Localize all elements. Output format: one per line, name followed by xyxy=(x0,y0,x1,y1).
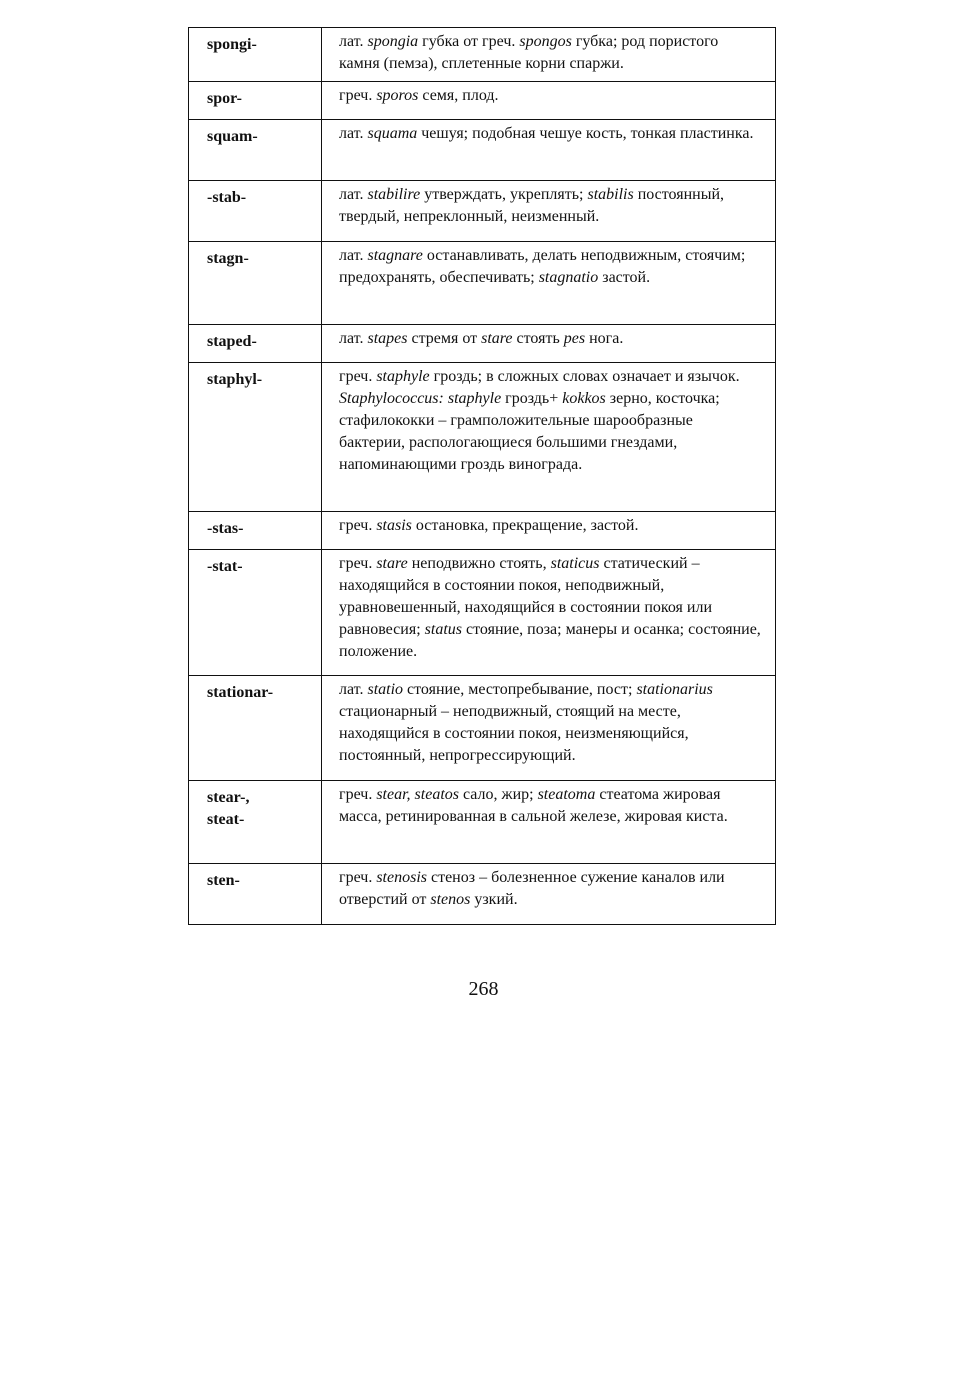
term-text: spor- xyxy=(207,90,242,107)
entry-term xyxy=(189,120,322,181)
latin-word: spongos xyxy=(519,33,572,50)
entry-definition xyxy=(322,864,776,925)
definition-text: лат. xyxy=(339,186,368,203)
term-text: stagn- xyxy=(207,250,249,267)
definition-text: лат. xyxy=(339,330,368,347)
definition-text: зерно, косточка; стафилококки – грамположительные шарообразные бактерии, распологающиеся большими гнездами, напоминающими гроздь винограда. xyxy=(339,390,720,473)
definition-text: чешуя; подобная чешуе кость, тонкая пластинка. xyxy=(417,125,754,142)
definition-text: губка от греч. xyxy=(418,33,520,50)
definition-text: греч. xyxy=(339,555,377,572)
table-row xyxy=(189,781,776,864)
entry-definition xyxy=(322,242,776,325)
term-text: -stab- xyxy=(207,189,247,206)
definition-text: стоять xyxy=(512,330,564,347)
definition-text: останавливать, делать неподвижным, стоячим; предохранять, обеспечивать; xyxy=(339,247,746,286)
table-row xyxy=(189,512,776,550)
definition-text: лат. xyxy=(339,33,368,50)
entry-term xyxy=(189,242,322,325)
definition-text: сало, жир; xyxy=(458,786,538,803)
latin-word: statio xyxy=(367,681,404,698)
definition-text: узкий. xyxy=(470,891,518,908)
definition-text: гроздь+ xyxy=(501,390,563,407)
term-text: spongi- xyxy=(207,36,257,53)
definition-text: застой. xyxy=(598,269,651,286)
entry-term xyxy=(189,512,322,550)
definition-text: стояние, местопребывание, пост; xyxy=(403,681,637,698)
definition-text: утверждать, укреплять; xyxy=(420,186,588,203)
definition-text: нога. xyxy=(585,330,624,347)
term-text: staphyl- xyxy=(207,371,263,388)
table-row xyxy=(189,864,776,925)
latin-word: stenosis xyxy=(376,869,427,886)
page-number: 268 xyxy=(468,978,499,1000)
table-row xyxy=(189,82,776,120)
entry-definition xyxy=(322,781,776,864)
definition-text: греч. xyxy=(339,87,377,104)
definition-text: постоянный, твердый, непреклонный, неизменный. xyxy=(339,186,725,225)
entry-term xyxy=(189,28,322,82)
latin-word: stagnatio xyxy=(538,269,599,286)
entry-term xyxy=(189,781,322,864)
entry-term xyxy=(189,550,322,676)
definition-text: семя, плод. xyxy=(418,87,499,104)
definition-text: стеноз – болезненное сужение каналов или отверстий от xyxy=(339,869,725,908)
entry-term xyxy=(189,82,322,120)
latin-word: status xyxy=(424,621,462,638)
entry-term xyxy=(189,676,322,781)
definition-text: греч. xyxy=(339,869,377,886)
definition-text: гроздь; в сложных словах означает и язычок. xyxy=(429,368,740,385)
latin-word: Staphylococcus: staphyle xyxy=(339,390,502,407)
entry-definition xyxy=(322,120,776,181)
table-row xyxy=(189,676,776,781)
term-text: steat- xyxy=(207,811,245,828)
entry-definition xyxy=(322,512,776,550)
definition-text: стояние, поза; манеры и осанка; состояние, положение. xyxy=(339,621,761,660)
term-text: squam- xyxy=(207,128,258,145)
entry-definition xyxy=(322,676,776,781)
latin-word: pes xyxy=(563,330,586,347)
latin-word: sporos xyxy=(376,87,419,104)
definition-text: лат. xyxy=(339,247,368,264)
definition-text: стремя от xyxy=(407,330,482,347)
definition-text: лат. xyxy=(339,125,368,142)
latin-word: stationarius xyxy=(636,681,713,698)
definition-text: статический – находящийся в состоянии покоя, неподвижный, уравновешенный, находящийся в состоянии покоя или равновесия; xyxy=(339,555,713,638)
entry-term xyxy=(189,864,322,925)
term-text: stear-, xyxy=(207,789,250,806)
entry-definition xyxy=(322,28,776,82)
latin-word: stabilis xyxy=(587,186,634,203)
latin-word: stapes xyxy=(367,330,408,347)
definition-text: губка; род пористого камня (пемза), сплетенные корни спаржи. xyxy=(339,33,719,72)
definition-text: лат. xyxy=(339,681,368,698)
term-text: stationar- xyxy=(207,684,274,701)
latin-word: stabilire xyxy=(367,186,421,203)
definition-text: стеатома жировая масса, ретинированная в сальной железе, жировая киста. xyxy=(339,786,728,825)
table-row xyxy=(189,120,776,181)
latin-word: squama xyxy=(367,125,418,142)
latin-word: stasis xyxy=(376,517,412,534)
dictionary-table xyxy=(188,27,776,925)
latin-word: stear, steatos xyxy=(376,786,459,803)
dictionary-table-body xyxy=(189,28,776,925)
entry-term xyxy=(189,181,322,242)
table-row xyxy=(189,242,776,325)
latin-word: stare xyxy=(481,330,513,347)
latin-word: stenos xyxy=(430,891,471,908)
term-text: -stat- xyxy=(207,558,243,575)
entry-definition xyxy=(322,325,776,363)
latin-word: kokkos xyxy=(562,390,606,407)
entry-definition xyxy=(322,82,776,120)
table-row xyxy=(189,28,776,82)
definition-text: греч. xyxy=(339,517,377,534)
latin-word: stagnare xyxy=(367,247,423,264)
term-text: sten- xyxy=(207,872,240,889)
entry-term xyxy=(189,325,322,363)
latin-word: staticus xyxy=(550,555,600,572)
entry-definition xyxy=(322,181,776,242)
latin-word: spongia xyxy=(367,33,419,50)
table-row xyxy=(189,325,776,363)
definition-text: стационарный – неподвижный, стоящий на месте, находящийся в состоянии покоя, неизменяющийся, постоянный, непрогрессирующий. xyxy=(339,703,689,764)
table-row xyxy=(189,550,776,676)
definition-text: греч. xyxy=(339,368,377,385)
term-text: staped- xyxy=(207,333,257,350)
table-row xyxy=(189,181,776,242)
term-text: -stas- xyxy=(207,520,244,537)
entry-definition xyxy=(322,363,776,512)
latin-word: steatoma xyxy=(537,786,596,803)
definition-text: остановка, прекращение, застой. xyxy=(411,517,639,534)
entry-definition xyxy=(322,550,776,676)
table-row xyxy=(189,363,776,512)
definition-text: неподвижно стоять, xyxy=(407,555,551,572)
latin-word: staphyle xyxy=(376,368,430,385)
entry-term xyxy=(189,363,322,512)
definition-text: греч. xyxy=(339,786,377,803)
latin-word: stare xyxy=(376,555,408,572)
